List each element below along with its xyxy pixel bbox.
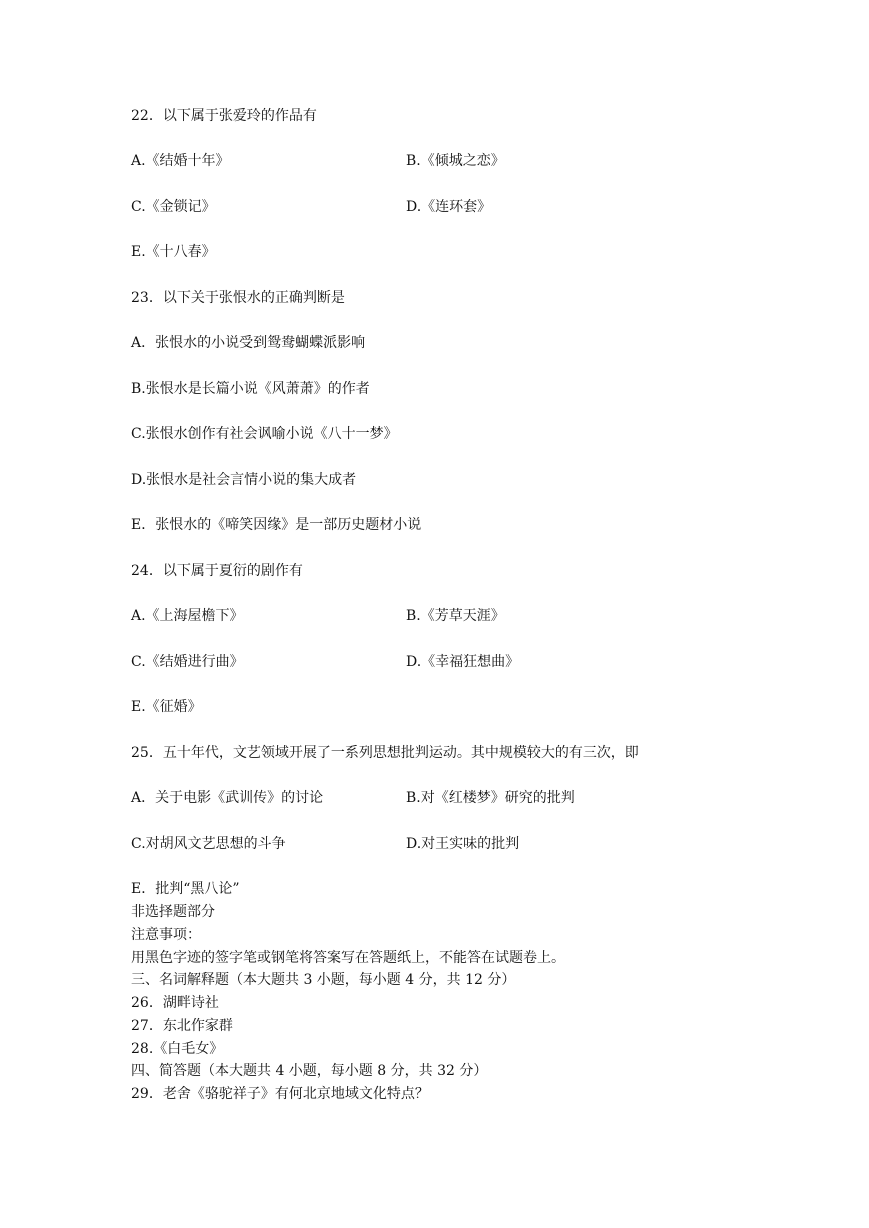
- q23-option-b: B.张恨水是长篇小说《风萧萧》的作者: [131, 381, 370, 397]
- q29-question: 29．老舍《骆驼祥子》有何北京地域文化特点？: [131, 1086, 429, 1102]
- notice-label: 注意事项：: [131, 927, 201, 943]
- q24-option-d: D.《幸福狂想曲》: [406, 654, 520, 670]
- q28-term: 28.《白毛女》: [131, 1041, 224, 1057]
- q22-option-b: B.《倾城之恋》: [406, 153, 505, 169]
- q25-option-c: C.对胡风文艺思想的斗争: [131, 836, 286, 852]
- q23-stem: 23．以下关于张恨水的正确判断是: [131, 290, 345, 306]
- q22-option-d: D.《连环套》: [406, 199, 492, 215]
- q22-option-a: A.《结婚十年》: [131, 153, 230, 169]
- notice-text: 用黑色字迹的签字笔或钢笔将答案写在答题纸上，不能答在试题卷上。: [131, 950, 565, 966]
- q24-option-b: B.《芳草天涯》: [406, 608, 505, 624]
- q26-term: 26．湖畔诗社: [131, 995, 219, 1011]
- q25-stem: 25．五十年代，文艺领域开展了一系列思想批判运动。其中规模较大的有三次，即: [131, 745, 639, 761]
- q24-stem: 24．以下属于夏衍的剧作有: [131, 563, 303, 579]
- q24-option-e: E.《征婚》: [131, 699, 202, 715]
- q23-option-c: C.张恨水创作有社会讽喻小说《八十一梦》: [131, 426, 398, 442]
- q22-stem: 22．以下属于张爱玲的作品有: [131, 108, 317, 124]
- q23-option-d: D.张恨水是社会言情小说的集大成者: [131, 472, 357, 488]
- q24-option-a: A.《上海屋檐下》: [131, 608, 244, 624]
- section4-heading: 四、简答题（本大题共 4 小题，每小题 8 分，共 32 分）: [131, 1063, 488, 1079]
- q23-option-e: E．张恨水的《啼笑因缘》是一部历史题材小说: [131, 517, 422, 533]
- q27-term: 27．东北作家群: [131, 1018, 233, 1034]
- q25-option-d: D.对王实味的批判: [406, 836, 520, 852]
- q25-option-b: B.对《红楼梦》研究的批判: [406, 790, 575, 806]
- q25-option-e: E．批判“黑八论”: [131, 881, 240, 897]
- section3-heading: 三、名词解释题（本大题共 3 小题，每小题 4 分，共 12 分）: [131, 972, 516, 988]
- q22-option-c: C.《金锁记》: [131, 199, 216, 215]
- q25-option-a: A．关于电影《武训传》的讨论: [131, 790, 324, 806]
- non-choice-heading: 非选择题部分: [131, 904, 215, 920]
- q22-option-e: E.《十八春》: [131, 244, 216, 260]
- q24-option-c: C.《结婚进行曲》: [131, 654, 244, 670]
- q23-option-a: A．张恨水的小说受到鸳鸯蝴蝶派影响: [131, 335, 366, 351]
